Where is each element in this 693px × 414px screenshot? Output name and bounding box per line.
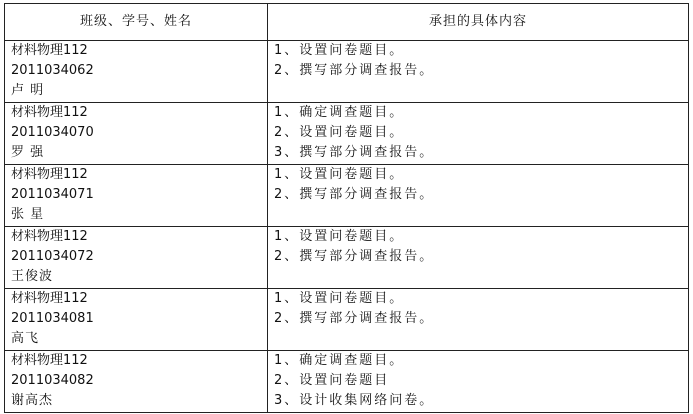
task-item: 2、撰写部分调查报告。 [274,187,435,202]
header-member-info: 班级、学号、姓名 [5,4,268,41]
table-row [5,165,689,227]
member-cell [5,351,268,413]
header-task-content: 承担的具体内容 [268,4,689,41]
member-cell [5,289,268,351]
task-item [274,81,688,101]
member-student-id: 2011034062 [11,63,94,78]
task-cell [268,227,689,289]
member-student-id: 2011034081 [11,311,94,326]
table-row [5,227,689,289]
task-assignment-table [4,3,689,413]
member-class: 材料物理112 [11,291,88,306]
task-cell [268,165,689,227]
table-row [5,289,689,351]
task-cell [268,351,689,413]
member-class: 材料物理112 [11,353,88,368]
task-item: 3、撰写部分调查报告。 [274,145,435,160]
member-name: 张 星 [11,207,45,222]
task-item: 2、设置问卷题目。 [274,125,405,140]
member-student-id: 2011034072 [11,249,94,264]
task-item: 2、撰写部分调查报告。 [274,63,435,78]
member-student-id: 2011034082 [11,373,94,388]
task-item [274,329,688,349]
member-class: 材料物理112 [11,229,88,244]
task-item: 3、设计收集网络问卷。 [274,393,435,408]
task-cell [268,41,689,103]
task-item: 2、撰写部分调查报告。 [274,249,435,264]
task-item: 1、确定调查题目。 [274,353,405,368]
member-name: 谢高杰 [11,393,54,408]
member-class: 材料物理112 [11,43,88,58]
task-item: 1、设置问卷题目。 [274,167,405,182]
table-row [5,351,689,413]
member-name: 高飞 [11,331,40,346]
member-name: 罗 强 [11,145,45,160]
member-class: 材料物理112 [11,167,88,182]
task-item [274,205,688,225]
task-cell [268,289,689,351]
header-row [5,4,689,41]
task-item: 1、设置问卷题目。 [274,229,405,244]
table-row [5,103,689,165]
member-cell [5,41,268,103]
task-item: 1、确定调查题目。 [274,105,405,120]
table-row [5,41,689,103]
member-student-id: 2011034070 [11,125,94,140]
task-item [274,267,688,287]
task-cell [268,103,689,165]
member-cell [5,165,268,227]
task-item: 1、设置问卷题目。 [274,291,405,306]
member-cell [5,103,268,165]
member-name: 卢 明 [11,83,45,98]
table-body [5,41,689,413]
table-header [5,4,689,41]
task-item: 2、设置问卷题目 [274,373,390,388]
task-item: 2、撰写部分调查报告。 [274,311,435,326]
member-student-id: 2011034071 [11,187,94,202]
task-item: 1、设置问卷题目。 [274,43,405,58]
member-cell [5,227,268,289]
member-class: 材料物理112 [11,105,88,120]
member-name: 王俊波 [11,269,54,284]
